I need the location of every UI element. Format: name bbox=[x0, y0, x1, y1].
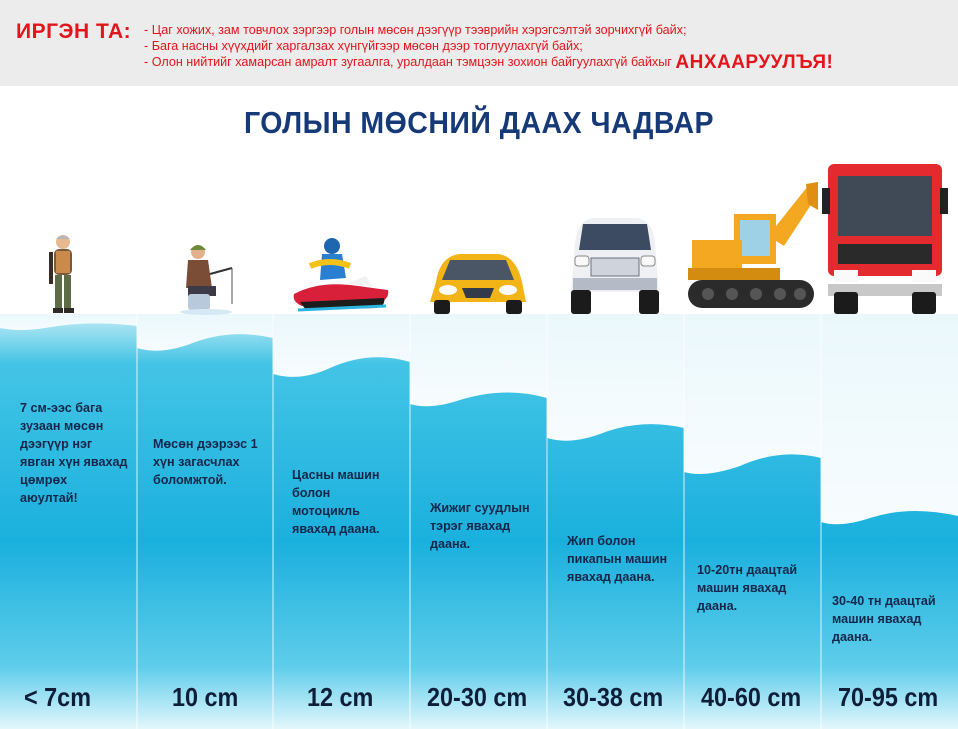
snowmobile-icon bbox=[290, 236, 396, 316]
depth-label-7: 70-95 cm bbox=[838, 682, 939, 712]
depth-label-3: 12 cm bbox=[307, 682, 374, 712]
depth-label-4: 20-30 cm bbox=[427, 682, 528, 712]
warning-line-1: - Цаг хожих, зам товчлох зэргээр голын мөсөн дээгүүр тээврийн хэрэгсэлтэй зорчихгүй байх; bbox=[144, 23, 687, 37]
warning-line-2: - Бага насны хүүхдийг харгалзах хүнгүйгээр мөсөн дээр тоглуулахгүй байх; bbox=[144, 39, 583, 53]
capacity-text-7: 30-40 тн даацтай машин явахад даана. bbox=[832, 594, 936, 644]
ice-layer-4 bbox=[410, 314, 547, 406]
capacity-text-4: Жижиг суудлын тэрэг явахад даана. bbox=[430, 501, 530, 551]
jeep-icon bbox=[563, 214, 667, 316]
capacity-text-3: Цасны машин болон мотоцикль явахад даана. bbox=[292, 468, 380, 536]
warning-list bbox=[144, 22, 954, 71]
depth-label-2: 10 cm bbox=[172, 682, 239, 712]
warning-heading: ИРГЭН ТА: bbox=[16, 20, 132, 43]
warning-line-3: - Олон нийтийг хамарсан амралт зугаалга, уралдаан тэмцээн зохион байгуулахгүй байхыг АНХААРУУЛЪЯ! bbox=[144, 52, 834, 73]
page-title: ГОЛЫН МӨСНИЙ ДААХ ЧАДВАР bbox=[243, 105, 715, 140]
capacity-text-5: Жип болон пикапын машин явахад даана. bbox=[567, 534, 668, 584]
truck-icon bbox=[822, 162, 948, 316]
ice-fisher-icon bbox=[176, 238, 236, 316]
capacity-text-2: Мөсөн дээрээс 1 хүн загасчлах боломжтой. bbox=[153, 437, 258, 487]
warning-banner bbox=[0, 0, 958, 86]
capacity-text-1: 7 см-ээс бага зузаан мөсөн дээгүүр нэг явган хүн явахад цөмрөх аюултай! bbox=[20, 401, 128, 505]
excavator-icon bbox=[688, 180, 820, 314]
warning-emphasis: АНХААРУУЛЪЯ! bbox=[675, 52, 834, 73]
passenger-car-icon bbox=[426, 248, 530, 316]
ice-layer-5 bbox=[547, 314, 684, 441]
ice-layer-7 bbox=[821, 314, 958, 524]
ice-layer-6 bbox=[684, 314, 821, 474]
depth-label-5: 30-38 cm bbox=[563, 682, 664, 712]
capacity-text-6: 10-20тн даацтай машин явахад даана. bbox=[697, 563, 798, 613]
depth-label-6: 40-60 cm bbox=[701, 682, 802, 712]
depth-label-1: < 7cm bbox=[24, 682, 92, 712]
walking-person-icon bbox=[40, 232, 86, 316]
